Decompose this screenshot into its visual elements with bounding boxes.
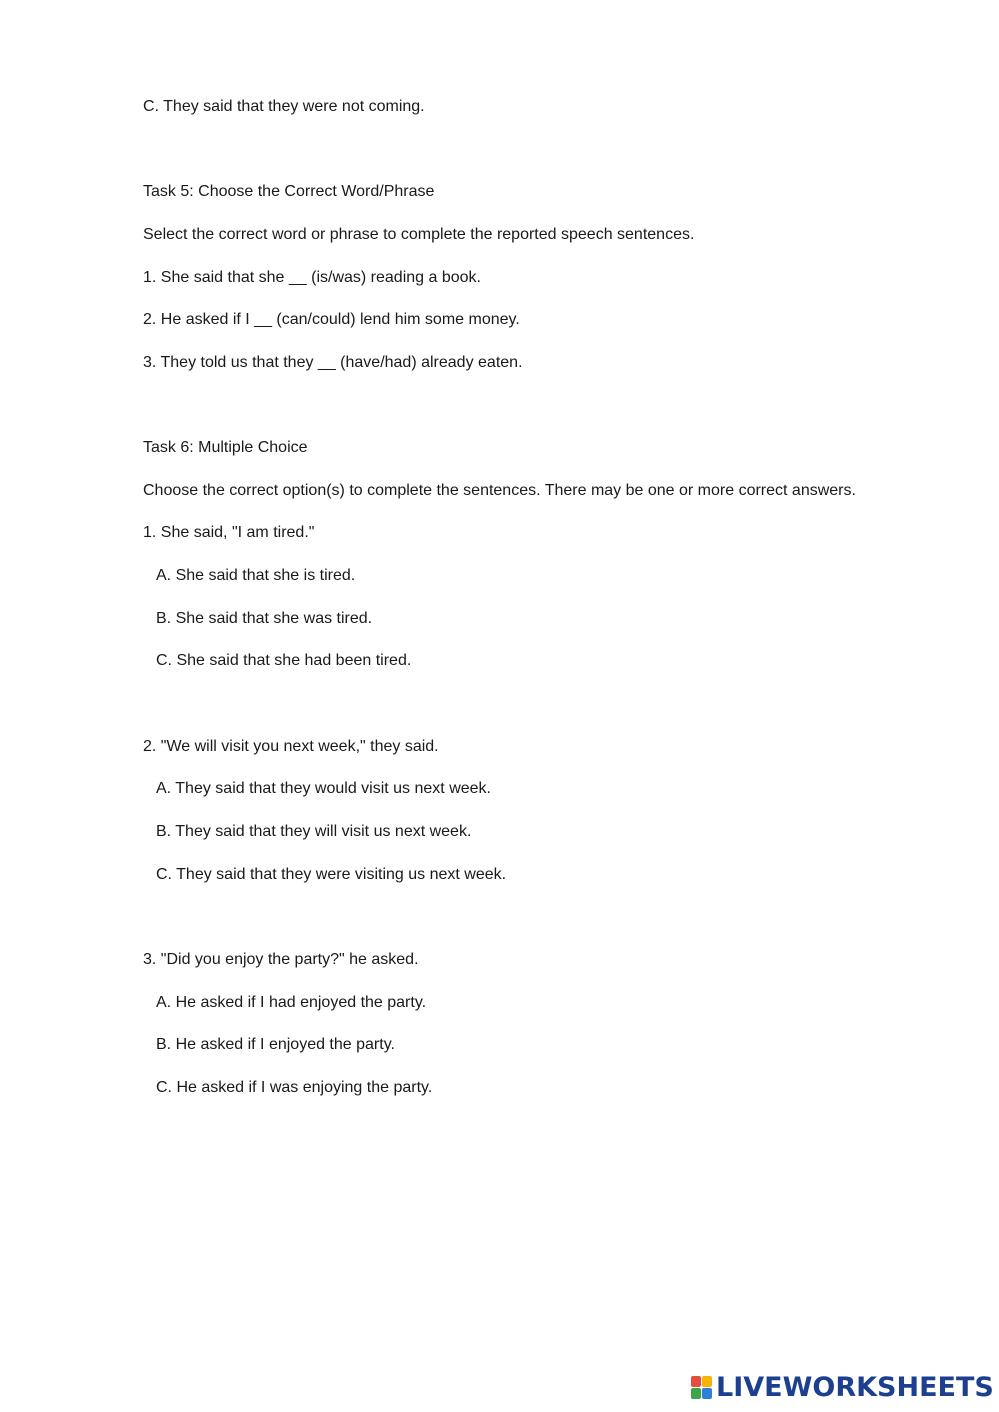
task6-q3-option-a: A. He asked if I had enjoyed the party.: [156, 994, 427, 1011]
task5-heading: Task 5: Choose the Correct Word/Phrase: [143, 183, 435, 200]
task6-q2-option-b: B. They said that they will visit us next week.: [156, 823, 472, 840]
task5-item-1: 1. She said that she __ (is/was) reading a book.: [143, 269, 481, 286]
task6-question-1: 1. She said, "I am tired.": [143, 524, 315, 541]
task6-instructions: Choose the correct option(s) to complete the sentences. There may be one or more correct answers.: [143, 482, 856, 499]
task6-q3-option-c: C. He asked if I was enjoying the party.: [156, 1079, 433, 1096]
task6-question-3: 3. "Did you enjoy the party?" he asked.: [143, 951, 419, 968]
task5-instructions: Select the correct word or phrase to complete the reported speech sentences.: [143, 226, 695, 243]
task6-q2-option-c: C. They said that they were visiting us next week.: [156, 866, 507, 883]
task6-q1-option-c: C. She said that she had been tired.: [156, 652, 412, 669]
liveworksheets-brand: [691, 1372, 994, 1404]
liveworksheets-logo-icon: [691, 1376, 713, 1400]
task6-q1-option-a: A. She said that she is tired.: [156, 567, 356, 584]
task6-q2-option-a: A. They said that they would visit us next week.: [156, 780, 491, 797]
task5-item-3: 3. They told us that they __ (have/had) already eaten.: [143, 354, 523, 371]
task6-heading: Task 6: Multiple Choice: [143, 439, 308, 456]
task6-q1-option-b: B. She said that she was tired.: [156, 610, 373, 627]
liveworksheets-wordmark: LIVEWORKSHEETS: [716, 1372, 994, 1403]
task6-question-2: 2. "We will visit you next week," they said.: [143, 738, 439, 755]
task5-item-2: 2. He asked if I __ (can/could) lend him some money.: [143, 311, 520, 328]
previous-task-option-c: C. They said that they were not coming.: [143, 98, 425, 115]
task6-q3-option-b: B. He asked if I enjoyed the party.: [156, 1036, 395, 1053]
